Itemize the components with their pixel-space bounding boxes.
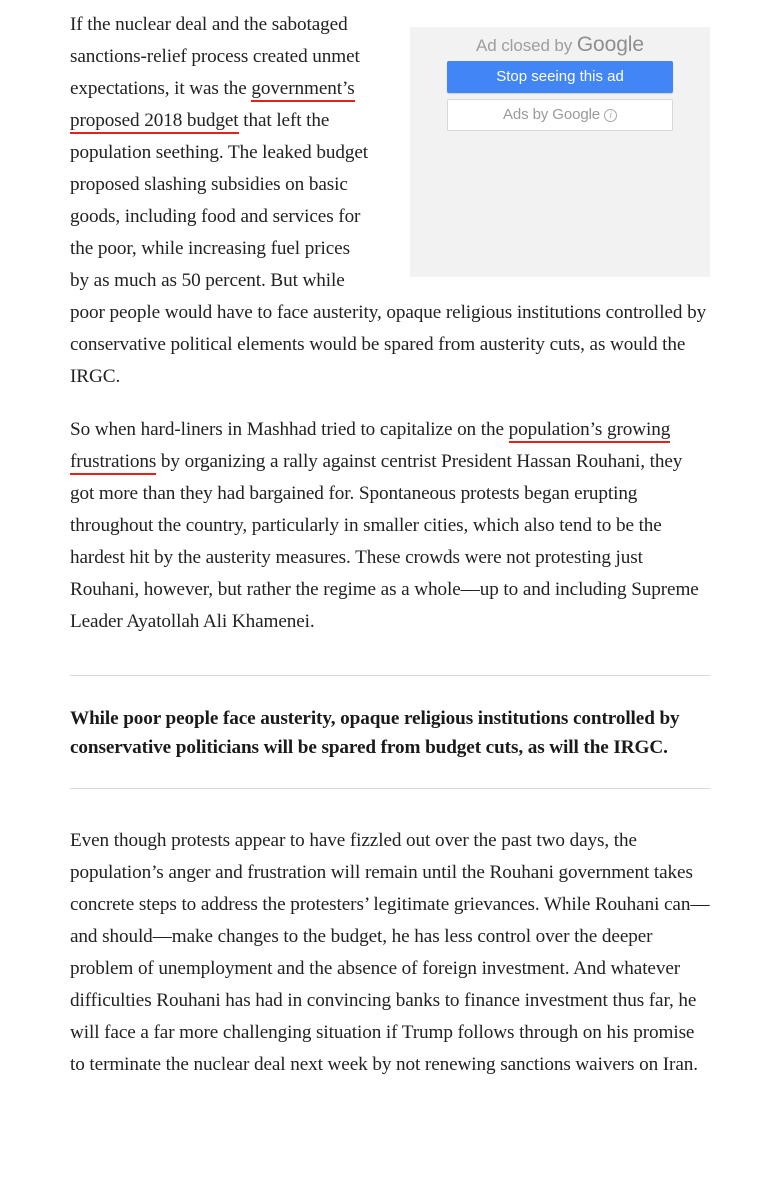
- article-body: [70, 9, 710, 1081]
- ads-by-google-label: Ads by Google: [502, 106, 601, 123]
- ad-closed-panel: [410, 27, 710, 277]
- paragraph-1-text-start: If the nuclear deal and the sabotaged sanctions-relief process created unmet expectations, it was the: [70, 14, 360, 99]
- ads-by-google-button[interactable]: [447, 99, 673, 131]
- info-icon: i: [604, 109, 617, 122]
- google-brand-label: Google: [576, 33, 644, 56]
- paragraph-2-text-start: So when hard-liners in Mashhad tried to capitalize on the: [70, 419, 509, 440]
- ad-closed-text: Ad closed by: [476, 36, 573, 55]
- paragraph-1-text-end: that left the population seething. The leaked budget proposed slashing subsidies on basic goods, including food and services for the poor, while increasing fuel prices by as much as 50 percent. But while poor people would have to face austerity, opaque religious institutions controlled by conservative political elements would be spared from austerity cuts, as would the IRGC.: [70, 110, 707, 387]
- paragraph-3: Even though protests appear to have fizzled out over the past two days, the population’s anger and frustration will remain until the Rouhani government takes concrete steps to address the protesters’ legitimate grievances. While Rouhani can—and should—make changes to the budget, he has less control over the deeper problem of unemployment and the absence of foreign investment. And whatever difficulties Rouhani has had in convincing banks to finance investment thus far, he will face a far more challenging situation if Trump follows through on his promise to terminate the nuclear deal next week by not renewing sanctions waivers on Iran.: [70, 830, 710, 1075]
- paragraph-2-text-end: by organizing a rally against centrist President Hassan Rouhani, they got more than they had bargained for. Spontaneous protests began erupting throughout the country, particularly in smaller cities, which also tend to be the hardest hit by the austerity measures. These crowds were not protesting just Rouhani, however, but rather the regime as a whole—up to and including Supreme Leader Ayatollah Ali Khamenei.: [70, 451, 699, 632]
- budget-link[interactable]: government’s proposed 2018 budget: [70, 78, 355, 134]
- paragraph-1: [70, 9, 710, 393]
- stop-seeing-ad-button[interactable]: Stop seeing this ad: [447, 61, 673, 93]
- pull-quote: While poor people face austerity, opaque religious institutions controlled by conservative politicians will be spared from budget cuts, as will the IRGC.: [70, 675, 710, 789]
- ad-closed-notice: [410, 33, 710, 58]
- paragraph-2: [70, 414, 710, 638]
- frustrations-link[interactable]: population’s growing frustrations: [70, 419, 670, 475]
